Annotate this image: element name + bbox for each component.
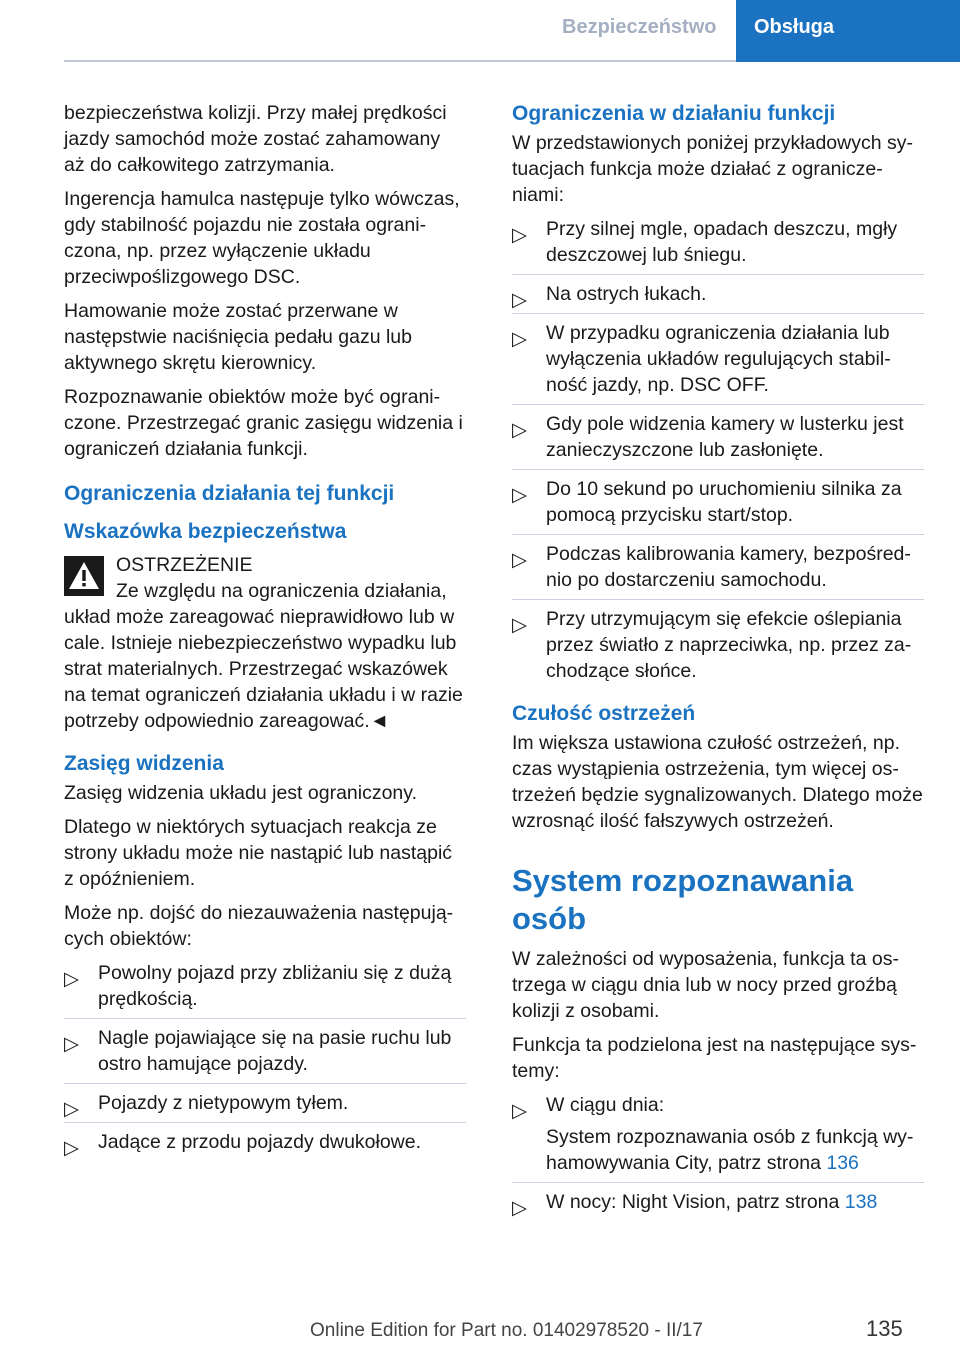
header-section-operation[interactable] <box>736 0 960 62</box>
list-item: ▷ Przy utrzymującym się efekcie oślepiania przez światło z naprzeciwka, np. przez zachodzące słońce. <box>512 599 924 684</box>
paragraph: Im większa ustawiona czułość ostrzeżeń, np. czas wystąpienia ostrzeżenia, tym więcej ostrzeżeń będzie sygnalizowanych. Dlatego może wzrosnąć ilość fałszywych ostrzeżeń. <box>512 732 923 832</box>
list-item: ▷ Podczas kalibrowania kamery, bezpośrednio po dostarczeniu samochodu. <box>512 534 924 593</box>
page-header <box>0 0 960 62</box>
left-column <box>64 100 466 1161</box>
bullet-triangle-icon: ▷ <box>512 224 527 246</box>
list-item: ▷ W ciągu dnia: System rozpoznawania osób z funkcją wyhamowywania City, patrz strona 136 <box>512 1094 914 1174</box>
heading-warning-sensitivity: Czułość ostrzeżeń <box>512 702 696 725</box>
paragraph: Rozpoznawanie obiektów może być ograniczone. Przestrzegać granic zasięgu widzenia i ograniczeń działania funkcji. <box>64 386 463 460</box>
bullet-triangle-icon: ▷ <box>512 549 527 571</box>
undetected-objects-list <box>64 960 466 1159</box>
header-section-operation-label: Obsługa <box>754 16 835 38</box>
warning-block <box>64 552 466 734</box>
bullet-triangle-icon: ▷ <box>512 484 527 506</box>
warning-text: Ze względu na ograniczenia działania, układ może zareagować nieprawidłowo lub w cale. Istnieje niebezpieczeństwo wypadku lub strat materialnych. Przestrzegać wskazówek na temat ograniczeń działania układu i w razie potrzeby odpowiednio zareagować.◄ <box>64 580 463 732</box>
paragraph: Może np. dojść do niezauważenia następujących obiektów: <box>64 902 454 950</box>
list-item: ▷ Do 10 sekund po uruchomieniu silnika za pomocą przycisku start/stop. <box>512 469 924 528</box>
heading-safety-note: Wskazówka bezpieczeństwa <box>64 520 347 543</box>
limitations-list <box>512 216 924 684</box>
paragraph: Dlatego w niektórych sytuacjach reakcja ze strony układu może nie nastąpić lub nastąpić z opóźnieniem. <box>64 816 453 890</box>
bullet-triangle-icon: ▷ <box>64 968 79 990</box>
warning-triangle-icon <box>64 556 104 596</box>
bullet-triangle-icon: ▷ <box>512 289 527 311</box>
bullet-triangle-icon: ▷ <box>64 1098 79 1120</box>
list-item: ▷ Pojazdy z nietypowym tyłem. <box>64 1083 466 1116</box>
footer-edition: Online Edition for Part no. 01402978520 - II/17 <box>310 1320 703 1341</box>
list-item: ▷ Nagle pojawiające się na pasie ruchu lub ostro hamujące pojazdy. <box>64 1018 466 1077</box>
bullet-triangle-icon: ▷ <box>512 1100 527 1122</box>
page-link-136[interactable]: 136 <box>826 1152 859 1174</box>
header-section-safety[interactable]: Bezpieczeństwo <box>562 16 717 38</box>
bullet-triangle-icon: ▷ <box>64 1033 79 1055</box>
list-item: ▷ Powolny pojazd przy zbliżaniu się z dużą prędkością. <box>64 962 452 1010</box>
heading-function-limits: Ograniczenia działania tej funkcji <box>64 482 395 505</box>
heading-visibility-range: Zasięg widzenia <box>64 752 224 775</box>
page-number: 135 <box>866 1316 903 1341</box>
heading-function-limitations: Ograniczenia w działaniu funkcji <box>512 102 836 125</box>
bullet-triangle-icon: ▷ <box>512 614 527 636</box>
paragraph: W przedstawionych poniżej przykładowych sytuacjach funkcja może działać z ograniczeniami: <box>512 132 913 206</box>
right-column <box>512 100 924 1221</box>
list-item: ▷ W przypadku ograniczenia działania lub wyłączenia układów regulujących stabilność jazdy, np. DSC OFF. <box>512 313 924 398</box>
list-item: ▷ Gdy pole widzenia kamery w lusterku jest zanieczyszczone lub zasłonięte. <box>512 404 924 463</box>
list-item: ▷ W nocy: Night Vision, patrz strona 138 <box>512 1182 924 1215</box>
bullet-triangle-icon: ▷ <box>512 419 527 441</box>
page-link-138[interactable]: 138 <box>844 1191 878 1213</box>
systems-list <box>512 1092 924 1219</box>
paragraph: W zależności od wyposażenia, funkcja ta ostrzega w ciągu dnia lub w nocy przed groźbą kolizji z osobami. <box>512 948 899 1022</box>
list-item: ▷ Na ostrych łukach. <box>512 274 924 307</box>
bullet-triangle-icon: ▷ <box>512 328 527 350</box>
paragraph: Zasięg widzenia układu jest ograniczony. <box>64 782 417 804</box>
heading-person-detection: System rozpoznawania osób <box>512 863 854 936</box>
paragraph: Funkcja ta podzielona jest na następujące systemy: <box>512 1034 917 1082</box>
list-item: ▷ Przy silnej mgle, opadach deszczu, mgły deszczowej lub śniegu. <box>512 218 898 266</box>
bullet-triangle-icon: ▷ <box>64 1137 79 1159</box>
list-item: ▷ Jadące z przodu pojazdy dwukołowe. <box>64 1122 466 1155</box>
paragraph: Hamowanie może zostać przerwane w następstwie naciśnięcia pedału gazu lub aktywnego skrętu kierownicy. <box>64 300 412 374</box>
paragraph: bezpieczeństwa kolizji. Przy małej prędkości jazdy samochód może zostać zahamowany aż do całkowitego zatrzymania. <box>64 102 447 176</box>
paragraph: Ingerencja hamulca następuje tylko wówczas, gdy stabilność pojazdu nie została ograniczona, np. przez wyłączenie układu przeciwpoślizgowego DSC. <box>64 188 460 288</box>
warning-title: OSTRZEŻENIE <box>116 554 253 576</box>
bullet-triangle-icon: ▷ <box>512 1197 527 1219</box>
